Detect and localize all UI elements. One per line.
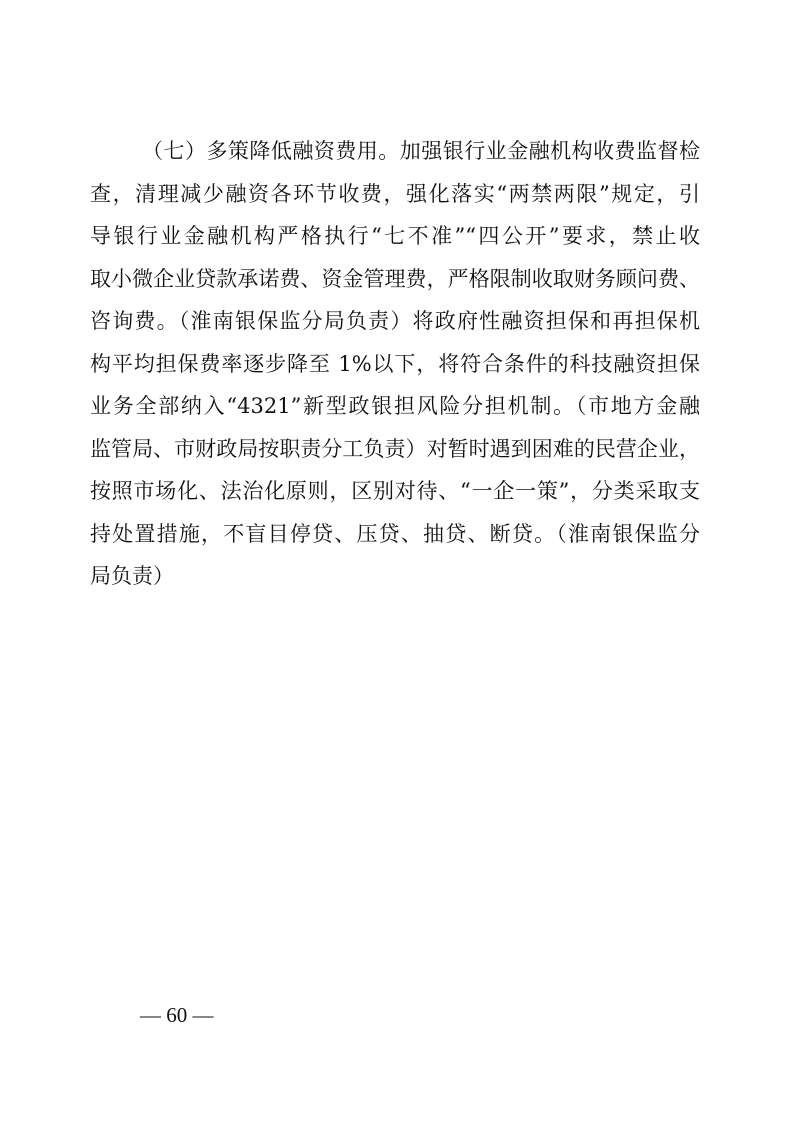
page-number: — 60 — bbox=[140, 1003, 214, 1027]
paragraph-line: 构平均担保费率逐步降至 1%以下，将符合条件的科技融资担保 bbox=[90, 351, 700, 376]
paragraph-line: 持处置措施，不盲目停贷、压贷、抽贷、断贷。（淮南银保监分 bbox=[90, 521, 700, 546]
paragraph-line: 局负责） bbox=[90, 564, 174, 588]
paragraph-line: 监管局、市财政局按职责分工负责）对暂时遇到困难的民营企业， bbox=[90, 436, 700, 461]
paragraph-line: 按照市场化、法治化原则，区别对待、“一企一策”，分类采取支 bbox=[90, 479, 700, 503]
paragraph-line: 咨询费。（淮南银保监分局负责）将政府性融资担保和再担保机 bbox=[90, 309, 700, 333]
paragraph-line: 查，清理减少融资各环节收费，强化落实“两禁两限”规定，引 bbox=[90, 181, 700, 206]
paragraph-line: 业务全部纳入“4321”新型政银担风险分担机制。（市地方金融 bbox=[90, 394, 700, 418]
paragraph-line: （七）多策降低融资费用。加强银行业金融机构收费监督检 bbox=[142, 139, 700, 163]
paragraph-line: 导银行业金融机构严格执行“七不准”“四公开”要求，禁止收 bbox=[90, 224, 700, 248]
paragraph-line: 取小微企业贷款承诺费、资金管理费，严格限制收取财务顾问费、 bbox=[90, 266, 700, 291]
body-paragraph bbox=[90, 130, 700, 598]
